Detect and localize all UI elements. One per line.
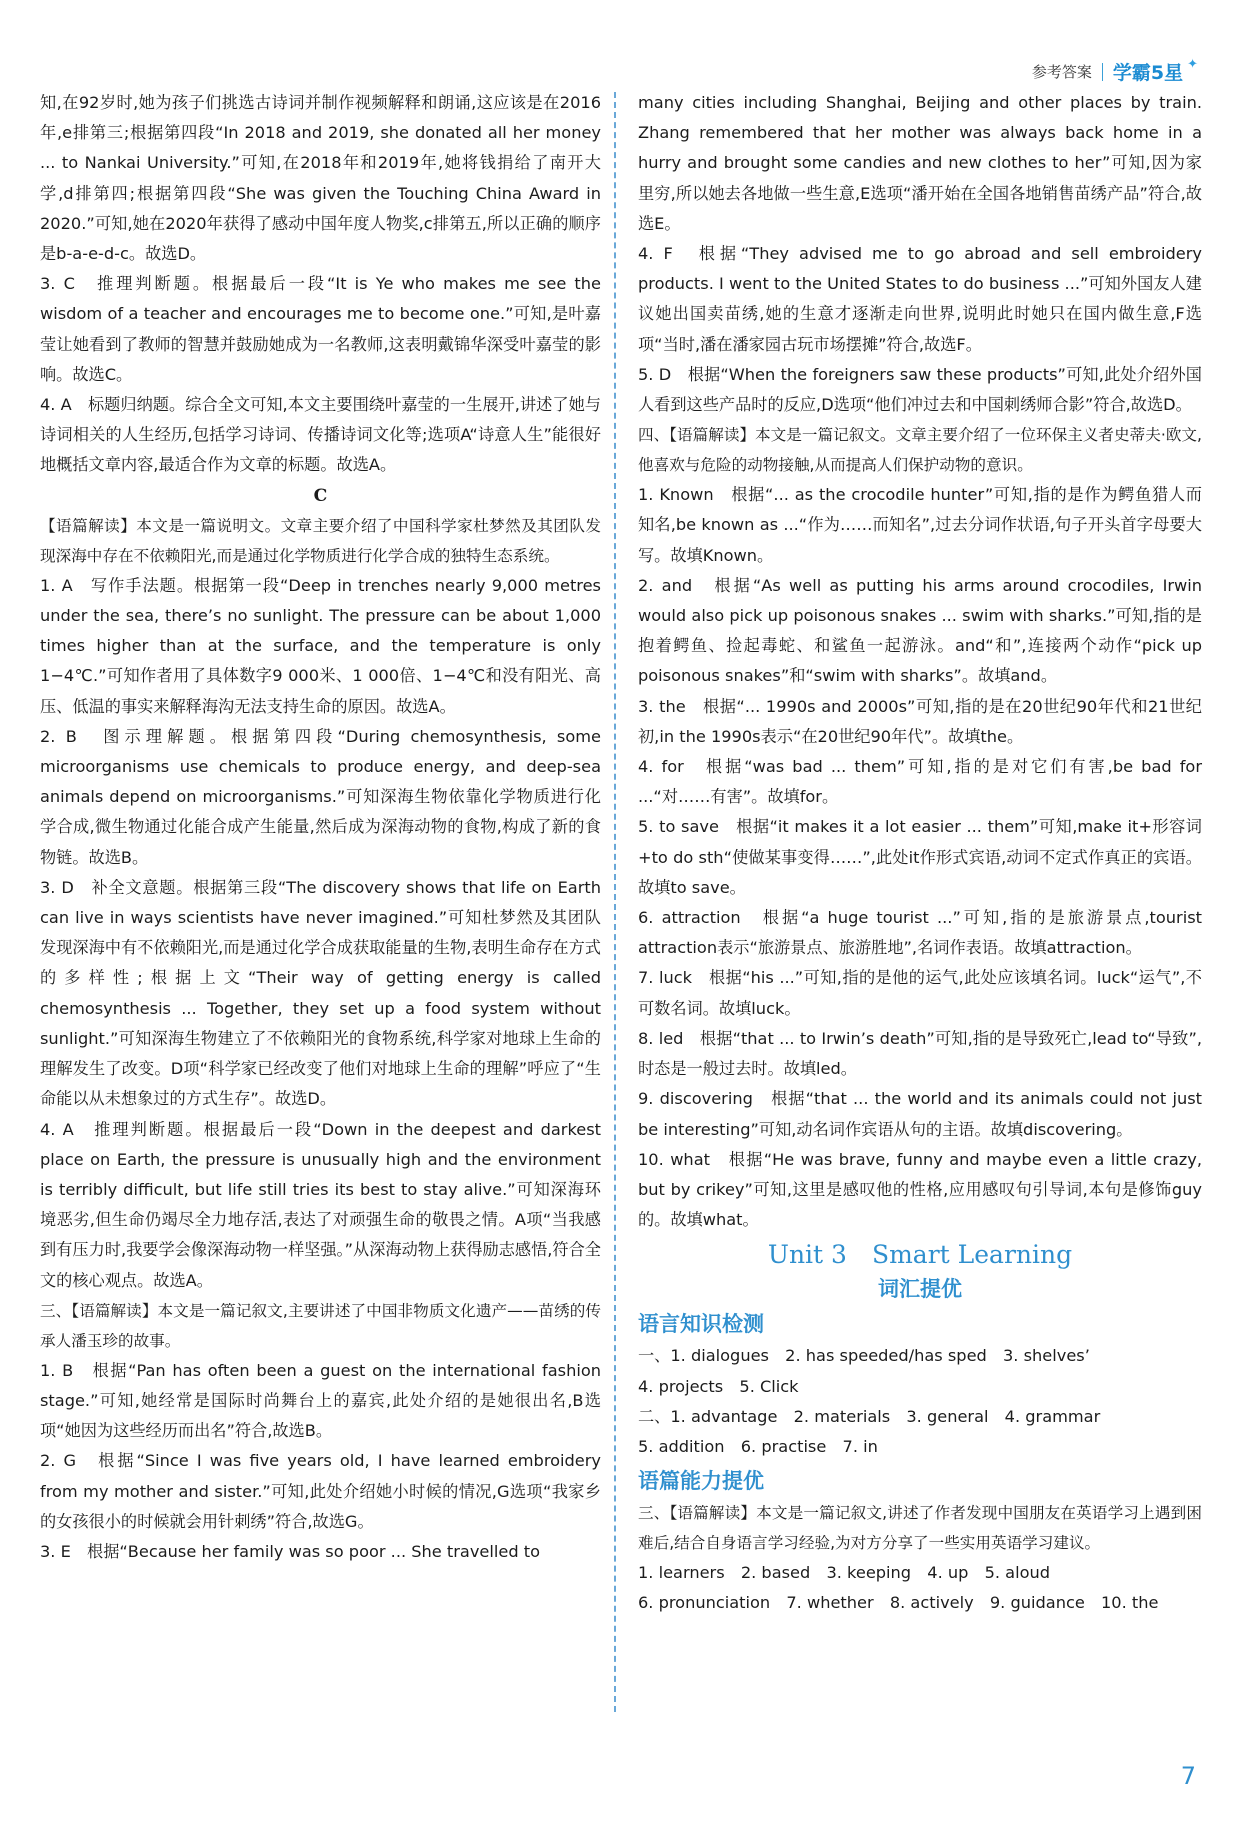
answer-item: 5. D 根据“When the foreigners saw these products”可知,此处介绍外国人看到这些产品时的反应,D选项“他们冲过去和中国刺绣师合影”符合,故选D。: [638, 364, 1202, 415]
answer-item: 5. to save 根据“it makes it a lot easier ... them”可知,make it+形容词+to do sth“使做某事变得……”,此处it作形式宾语,动词不定式作真正的宾语。故填to save。: [638, 817, 1202, 897]
answer-item: 1. B 根据“Pan has often been a guest on the international fashion stage.”可知,她经常是国际时尚舞台上的嘉宾,此处介绍的是她很出名,B选项“她因为这些经历而出名”符合,故选B。: [40, 1360, 601, 1441]
page-number: 7: [1180, 1762, 1196, 1790]
answer-line: 4. projects 5. Click: [638, 1376, 799, 1396]
answer-item: 4. A 推理判断题。根据最后一段“Down in the deepest and darkest place on Earth, the pressure is unusually high and the environment is terribly difficult, but life still tries its best to stay alive.”可知深海环境恶劣,但生命仍竭尽全力地存活,表达了对顽强生命的敬畏之情。A项“当我感到有压力时,我要学会像深海动物一样坚强。”从深海动物上获得励志感悟,符合全文的核心观点。故选A。: [40, 1119, 601, 1290]
left-column: [40, 88, 601, 1567]
paragraph: 知,在92岁时,她为孩子们挑选古诗词并制作视频解释和朗诵,这应该是在2016年,e排第三;根据第四段“In 2018 and 2019, she donated all her money ... to Nankai University.”可知,在2018年和2019年,她将钱捐给了南开大学,d排第四;根据第四段“She was given the Touching China Award in 2020.”可知,她在2020年获得了感动中国年度人物奖,c排第五,所以正确的顺序是b-a-e-d-c。故选D。: [40, 93, 601, 264]
answer-item: 8. led 根据“that ... to Irwin’s death”可知,指的是导致死亡,lead to“导致”,时态是一般过去时。故填led。: [638, 1028, 1202, 1079]
answer-item: 1. A 写作手法题。根据第一段“Deep in trenches nearly 9,000 metres under the sea, there’s no sunlight. The pressure can be about 1,000 times higher than at the surface, and the temperature is only 1−4℃.”可知作者用了具体数字9 000米、1 000倍、1−4℃和没有阳光、高压、低温的事实来解释海沟无法支持生命的原因。故选A。: [40, 575, 601, 716]
answer-line: 一、1. dialogues 2. has speeded/has sped 3. shelves’: [638, 1346, 1090, 1366]
right-column: [638, 88, 1202, 1619]
unit-subtitle: 词汇提优: [878, 1277, 962, 1302]
answer-line: 1. learners 2. based 3. keeping 4. up 5. aloud: [638, 1563, 1051, 1583]
passage-analysis: 三、【语篇解读】本文是一篇记叙文,讲述了作者发现中国朋友在英语学习上遇到困难后,结合自身语言学习经验,为对方分享了一些实用英语学习建议。: [638, 1504, 1202, 1553]
header-label: 参考答案: [1031, 63, 1092, 81]
answer-line: 6. pronunciation 7. whether 8. actively 9. guidance 10. the: [638, 1593, 1159, 1613]
brand-star-icon: ✦: [1187, 57, 1198, 72]
answer-item: 4. for 根据“was bad ... them”可知,指的是对它们有害,be bad for ...“对……有害”。故填for。: [638, 757, 1202, 807]
page-header: [1032, 58, 1198, 85]
unit-title: Unit 3 Smart Learning: [767, 1240, 1073, 1270]
answer-item: 1. Known 根据“... as the crocodile hunter”可知,指的是作为鳄鱼猎人而知名,be known as ...“作为……而知名”,过去分词作状语,句子开头首字母要大写。故填Known。: [638, 485, 1202, 565]
answer-item: 10. what 根据“He was brave, funny and maybe even a little crazy, but by crikey”可知,这里是感叹他的性格,应用感叹句引导词,本句是修饰guy的。故填what。: [638, 1149, 1202, 1230]
header-separator: [1102, 63, 1103, 81]
answer-line: 5. addition 6. practise 7. in: [638, 1436, 878, 1456]
answer-item: 3. D 补全文意题。根据第三段“The discovery shows that life on Earth can live in ways scientists have never imagined.”可知杜梦然及其团队发现深海中有不依赖阳光,而是通过化学合成获取能量的生物,表明生命存在方式的多样性;根据上文“Their way of getting energy is called chemosynthesis ... Together, they set up a food system without sunlight.”可知深海生物建立了不依赖阳光的食物系统,科学家对地球上生命的理解发生了改变。D项“科学家已经改变了他们对地球上生命的理解”呼应了“生命能以从未想象过的方式生存”。故选D。: [40, 877, 601, 1109]
answer-item: 2. and 根据“As well as putting his arms around crocodiles, Irwin would also pick up poisonous snakes ... swim with sharks.”可知,指的是抱着鳄鱼、捡起毒蛇、和鲨鱼一起游泳。and“和”,连接两个动作“pick up poisonous snakes”和“swim with sharks”。故填and。: [638, 575, 1202, 686]
answer-item: 3. C 推理判断题。根据最后一段“It is Ye who makes me see the wisdom of a teacher and encourages me to become one.”可知,是叶嘉莹让她看到了教师的智慧并鼓励她成为一名教师,这表明戴锦华深受叶嘉莹的影响。故选C。: [40, 274, 601, 384]
section-heading: 语篇能力提优: [638, 1469, 764, 1494]
answer-item: 2. B 图示理解题。根据第四段“During chemosynthesis, some microorganisms use chemicals to produce energy, and deep-sea animals depend on microorganisms.”可知深海生物依靠化学物质进行化学合成,微生物通过化能合成产生能量,然后成为深海动物的食物,构成了新的食物链。故选B。: [40, 726, 601, 867]
passage-analysis: 四、【语篇解读】本文是一篇记叙文。文章主要介绍了一位环保主义者史蒂夫·欧文,他喜欢与危险的动物接触,从而提高人们保护动物的意识。: [638, 426, 1202, 475]
passage-analysis: 【语篇解读】本文是一篇说明文。文章主要介绍了中国科学家杜梦然及其团队发现深海中存在不依赖阳光,而是通过化学物质进行化学合成的独特生态系统。: [40, 516, 601, 565]
answer-item: 2. G 根据“Since I was five years old, I have learned embroidery from my mother and sister.”可知,此处介绍她小时候的情况,G选项“我家乡的女孩很小的时候就会用针刺绣”符合,故选G。: [40, 1451, 601, 1531]
passage-analysis: 三、【语篇解读】本文是一篇记叙文,主要讲述了中国非物质文化遗产——苗绣的传承人潘玉珍的故事。: [40, 1301, 601, 1350]
paragraph: many cities including Shanghai, Beijing and other places by train. Zhang remembered that her mother was always back home in a hurry and brought some candies and new clothes to her”可知,因为家里穷,所以她去各地做一些生意,E选项“潘开始在全国各地销售苗绣产品”符合,故选E。: [638, 93, 1202, 233]
answer-item: 4. F 根据“They advised me to go abroad and sell embroidery products. I went to the United States to do business ...”可知外国友人建议她出国卖苗绣,她的生意才逐渐走向世界,说明此时她只在国内做生意,F选项“当时,潘在潘家园古玩市场摆摊”符合,故选F。: [638, 244, 1202, 354]
section-label-c: C: [313, 485, 328, 506]
answer-item: 3. the 根据“... 1990s and 2000s”可知,指的是在20世纪90年代和21世纪初,in the 1990s表示“在20世纪90年代”。故填the。: [638, 696, 1202, 746]
answer-line: 二、1. advantage 2. materials 3. general 4. grammar: [638, 1406, 1101, 1426]
section-heading: 语言知识检测: [638, 1312, 764, 1337]
brand-logo: 学霸5星: [1112, 62, 1184, 84]
answer-item: 6. attraction 根据“a huge tourist ...”可知,指的是旅游景点,tourist attraction表示“旅游景点、旅游胜地”,名词作表语。故填attraction。: [638, 908, 1202, 958]
answer-item: 9. discovering 根据“that ... the world and its animals could not just be interesting”可知,动名词作宾语从句的主语。故填discovering。: [638, 1089, 1202, 1139]
column-divider: [614, 92, 616, 1712]
answer-item: 4. A 标题归纳题。综合全文可知,本文主要围绕叶嘉莹的一生展开,讲述了她与诗词相关的人生经历,包括学习诗词、传播诗词文化等;选项A“诗意人生”能很好地概括文章内容,最适合作为文章的标题。故选A。: [40, 395, 601, 475]
answer-item: 7. luck 根据“his ...”可知,指的是他的运气,此处应该填名词。luck“运气”,不可数名词。故填luck。: [638, 968, 1202, 1018]
answer-item: 3. E 根据“Because her family was so poor ... She travelled to: [40, 1541, 540, 1561]
